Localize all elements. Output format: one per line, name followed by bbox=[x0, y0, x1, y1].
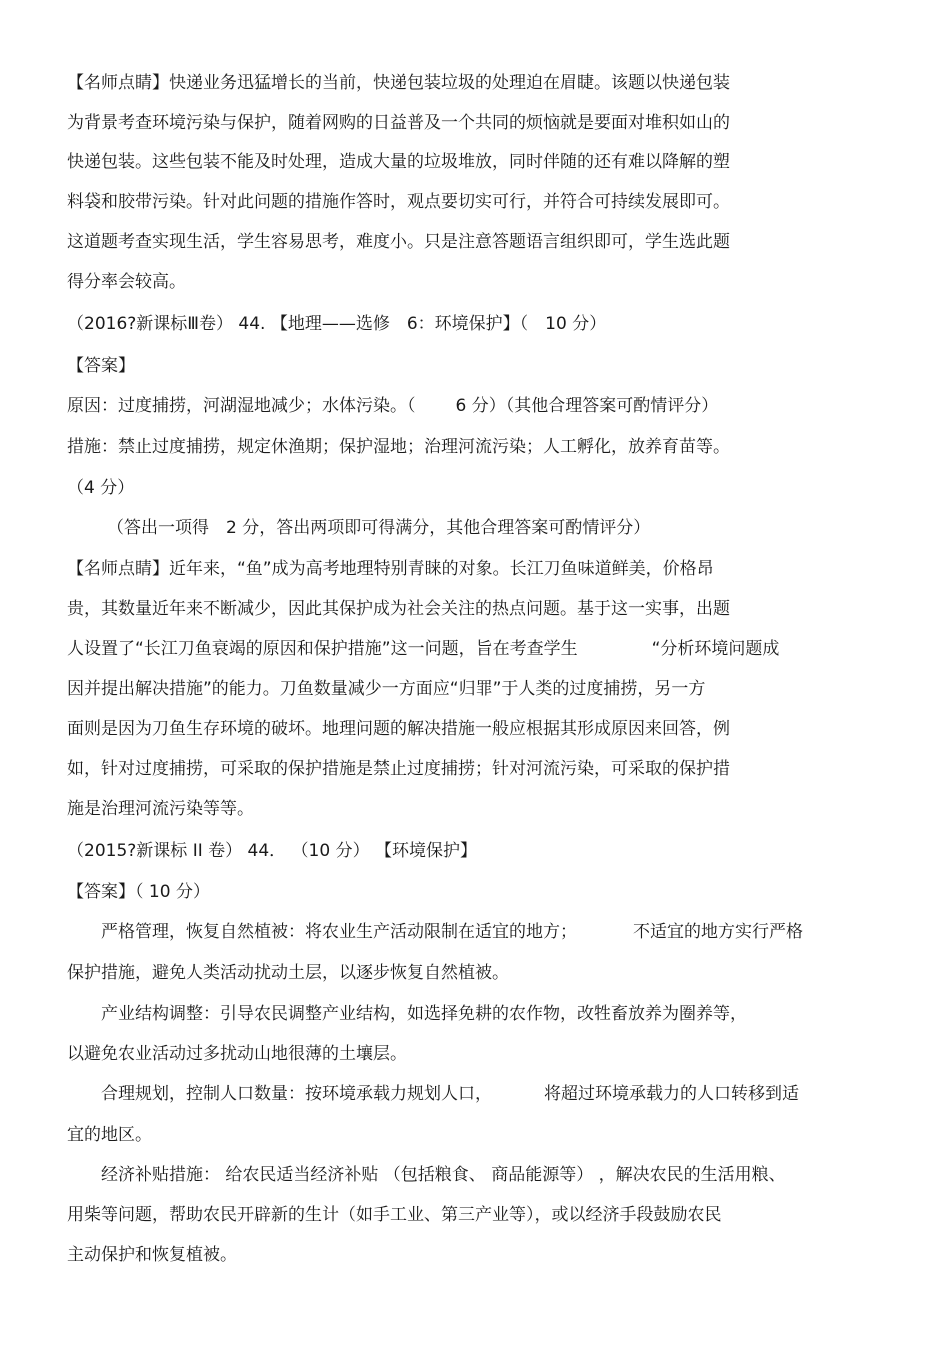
paragraph-1-line-2: 保护措施，避免人类活动扰动土层，以逐步恢复自然植被。 bbox=[67, 963, 509, 983]
tip-2-line-2: 贵，其数量近年来不断减少，因此其保护成为社会关注的热点问题。基于这一实事，出题 bbox=[67, 599, 730, 619]
cause-text: 原因：过度捕捞，河湖湿地减少；水体污染。（ bbox=[67, 396, 416, 416]
paragraph-1-line-1 bbox=[101, 920, 803, 944]
tip-2-line-7: 施是治理河流污染等等。 bbox=[67, 799, 254, 819]
question-2016-heading: （2016?新课标Ⅲ卷） 44. 【地理——选修 6：环境保护】（ 10 分） bbox=[67, 314, 607, 334]
tip-2-line-6: 如，针对过度捕捞，可采取的保护措施是禁止过度捕捞；针对河流污染，可采取的保护措 bbox=[67, 759, 730, 779]
tip-1-line-4: 料袋和胶带污染。针对此问题的措施作答时，观点要切实可行，并符合可持续发展即可。 bbox=[67, 192, 730, 212]
answer-label-2015: 【答案】（ 10 分） bbox=[67, 882, 210, 902]
paragraph-2-line-1: 产业结构调整：引导农民调整产业结构，如选择免耕的农作物，改牲畜放养为圈养等， bbox=[101, 1004, 747, 1024]
paragraph-3-line-2: 宜的地区。 bbox=[67, 1125, 152, 1145]
cause-score: 6 分）（其他合理答案可酌情评分） bbox=[455, 396, 719, 416]
tip-1-line-3: 快递包装。这些包装不能及时处理，造成大量的垃圾堆放，同时伴随的还有难以降解的塑 bbox=[67, 152, 730, 172]
tip-2-line-5: 面则是因为刀鱼生存环境的破坏。地理问题的解决措施一般应根据其形成原因来回答，例 bbox=[67, 719, 730, 739]
scoring-note: （答出一项得 2 分，答出两项即可得满分，其他合理答案可酌情评分） bbox=[107, 518, 651, 538]
tip-1-line-1: 【名师点睛】快递业务迅猛增长的当前，快递包装垃圾的处理迫在眉睫。该题以快递包装 bbox=[67, 73, 730, 93]
tip-2-line-3-part-b: “分析环境问题成 bbox=[651, 639, 780, 659]
answer-label-2016: 【答案】 bbox=[67, 356, 135, 376]
tip-2-line-1: 【名师点睛】近年来，“鱼”成为高考地理特别青睐的对象。长江刀鱼味道鲜美，价格昂 bbox=[67, 559, 714, 579]
paragraph-3-part-a: 合理规划，控制人口数量：按环境承载力规划人口， bbox=[101, 1084, 492, 1104]
paragraph-1-part-a: 严格管理，恢复自然植被：将农业生产活动限制在适宜的地方； bbox=[101, 922, 577, 942]
paragraph-4-line-2: 用柴等问题，帮助农民开辟新的生计（如手工业、第三产业等），或以经济手段鼓励农民 bbox=[67, 1205, 722, 1225]
tip-2-line-3 bbox=[67, 637, 779, 661]
question-2015-heading: （2015?新课标 II 卷） 44． （10 分） 【环境保护】 bbox=[67, 841, 477, 861]
measures-line: 措施：禁止过度捕捞，规定休渔期；保护湿地；治理河流污染；人工孵化，放养育苗等。 bbox=[67, 437, 730, 457]
tip-1-line-5: 这道题考查实现生活，学生容易思考，难度小。只是注意答题语言组织即可，学生选此题 bbox=[67, 232, 730, 252]
paragraph-4-line-1: 经济补贴措施： 给农民适当经济补贴 （包括粮食、 商品能源等） ，解决农民的生活用粮、 bbox=[101, 1165, 786, 1185]
paragraph-1-part-b: 不适宜的地方实行严格 bbox=[633, 922, 803, 942]
tip-2-line-3-part-a: 人设置了“长江刀鱼衰竭的原因和保护措施”这一问题，旨在考查学生 bbox=[67, 639, 578, 659]
tip-2-line-4: 因并提出解决措施”的能力。刀鱼数量减少一方面应“归罪”于人类的过度捕捞，另一方 bbox=[67, 679, 706, 699]
paragraph-3-part-b: 将超过环境承载力的人口转移到适 bbox=[544, 1084, 799, 1104]
paragraph-2-line-2: 以避免农业活动过多扰动山地很薄的土壤层。 bbox=[67, 1044, 407, 1064]
paragraph-3-line-1 bbox=[101, 1082, 799, 1106]
cause-line bbox=[67, 394, 718, 418]
measures-score: （4 分） bbox=[67, 478, 135, 498]
tip-1-line-2: 为背景考查环境污染与保护，随着网购的日益普及一个共同的烦恼就是要面对堆积如山的 bbox=[67, 113, 730, 133]
tip-1-line-6: 得分率会较高。 bbox=[67, 272, 186, 292]
paragraph-4-line-3: 主动保护和恢复植被。 bbox=[67, 1245, 237, 1265]
